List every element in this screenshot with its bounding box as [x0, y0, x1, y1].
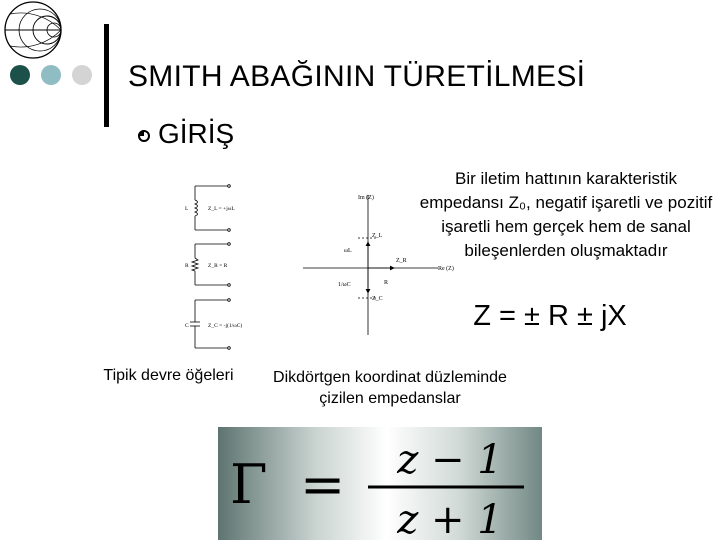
gamma-symbol: Γ — [230, 453, 268, 516]
title-divider — [104, 24, 109, 127]
zr-label: Z_R — [396, 258, 407, 264]
capacitor-impedance: Z_C = -j(1/ωC) — [208, 323, 243, 329]
zl-label: Z_L — [372, 233, 383, 239]
decor-dot-dark — [10, 65, 30, 85]
slide-title: SMITH ABAĞININ TÜRETİLMESİ — [128, 60, 586, 93]
real-axis-label: Re (Z) — [438, 266, 454, 272]
reflection-formula-panel — [218, 427, 542, 540]
bullet-icon — [138, 130, 150, 142]
r-label: R — [384, 280, 389, 286]
inductor-impedance: Z_L = +jωL — [208, 206, 235, 212]
circuit-caption: Tipik devre öğeleri — [103, 367, 234, 384]
circuit-elements-figure — [170, 180, 245, 355]
equals-sign: = — [300, 453, 346, 516]
denominator: z + 1 — [397, 497, 503, 540]
zc-label: Z_C — [372, 296, 383, 302]
omega-l-label: ωL — [344, 248, 352, 254]
capacitor-label: C — [185, 323, 189, 329]
imag-axis-label: Im (Z) — [358, 195, 374, 201]
bullet-heading: GİRİŞ — [158, 118, 235, 149]
numerator: z − 1 — [397, 437, 503, 483]
plane-caption: Dikdörtgen koordinat düzleminde çizilen empedanslar — [273, 369, 507, 407]
intro-description: Bir iletim hattının karakteristik empedansı Z₀, negatif işaretli ve pozitif işaretli hem gerçek hem de sanal bileşenlerden oluşmaktadır — [419, 169, 713, 260]
resistor-label: R — [185, 263, 189, 269]
inverse-omega-c-label: 1/ωC — [338, 282, 351, 288]
impedance-formula: Z = ± R ± jX — [473, 300, 627, 332]
decor-dot-gray — [72, 65, 92, 85]
smith-chart-logo-icon — [0, 0, 70, 62]
inductor-label: L — [185, 206, 189, 212]
decor-dot-teal — [41, 65, 61, 85]
resistor-impedance: Z_R = R — [208, 263, 228, 269]
